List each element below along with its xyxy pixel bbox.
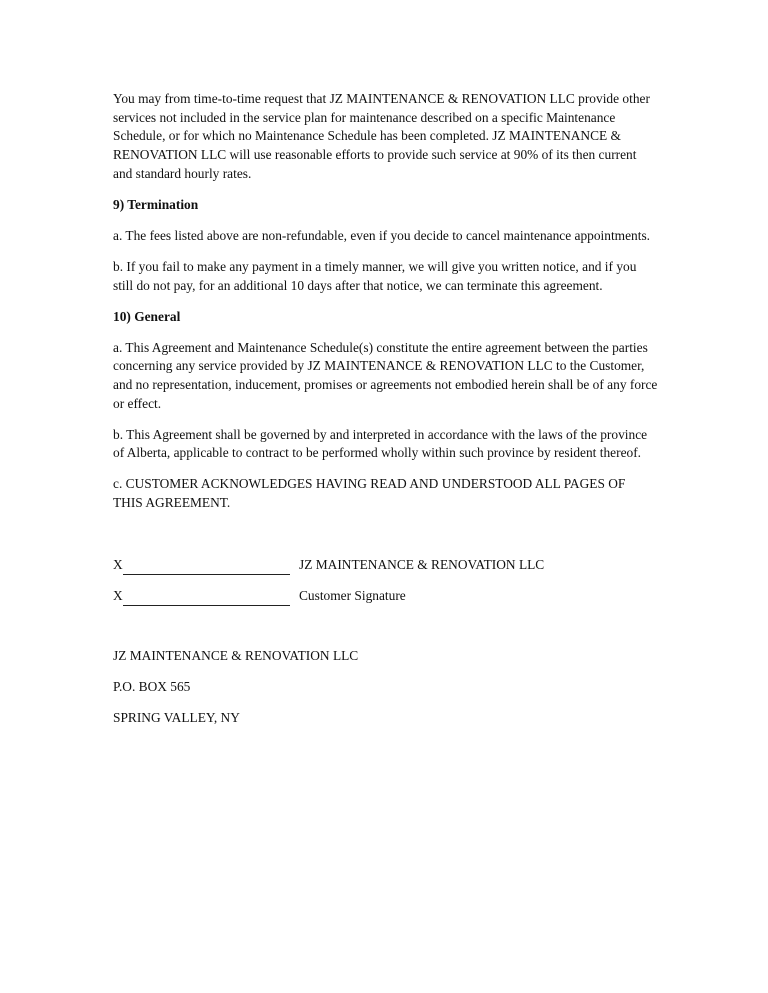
address-city: SPRING VALLEY, NY (113, 710, 240, 726)
termination-clause-b: b. If you fail to make any payment in a timely manner, we will give you written notice, and if you still do not pay, for an additional 10 days after that notice, we can terminate this agreement. (113, 258, 637, 293)
company-address (113, 647, 658, 728)
customer-signature-label: Customer Signature (299, 588, 406, 604)
termination-clause-a: a. The fees listed above are non-refundable, even if you decide to cancel maintenance appointments. (113, 227, 651, 243)
general-clause-b: b. This Agreement shall be governed by and interpreted in accordance with the laws of the province of Alberta, applicable to contract to be performed wholly within such province by resident thereof. (113, 426, 648, 461)
customer-signature-marker: X (113, 588, 123, 604)
customer-signature-row (113, 587, 658, 606)
address-company-name: JZ MAINTENANCE & RENOVATION LLC (113, 648, 359, 664)
address-po-box: P.O. BOX 565 (113, 679, 191, 695)
company-signature-label: JZ MAINTENANCE & RENOVATION LLC (299, 557, 545, 573)
general-clause-c: c. CUSTOMER ACKNOWLEDGES HAVING READ AND UNDERSTOOD ALL PAGES OF THIS AGREEMENT. (113, 476, 626, 511)
company-signature-row (113, 556, 658, 575)
termination-heading: 9) Termination (113, 196, 199, 212)
general-heading: 10) General (113, 308, 181, 324)
company-signature-marker: X (113, 557, 123, 573)
document-body (113, 90, 658, 740)
intro-paragraph: You may from time-to-time request that JZ MAINTENANCE & RENOVATION LLC provide other services not included in the service plan for maintenance described on a specific Maintenance Schedule, or for which no Maintenance Schedule has been completed. JZ MAINTENANCE & RENOVATION LLC will use reasonable efforts to provide such service at 90% of its then current and standard hourly rates. (113, 91, 650, 181)
signature-block (113, 556, 658, 606)
customer-signature-line (123, 591, 290, 606)
company-signature-line (123, 560, 290, 575)
general-clause-a: a. This Agreement and Maintenance Schedule(s) constitute the entire agreement between the parties concerning any service provided by JZ MAINTENANCE & RENOVATION LLC to the Customer, and no representation, inducement, promises or agreements not embodied herein shall be of any force or effect. (113, 339, 658, 411)
